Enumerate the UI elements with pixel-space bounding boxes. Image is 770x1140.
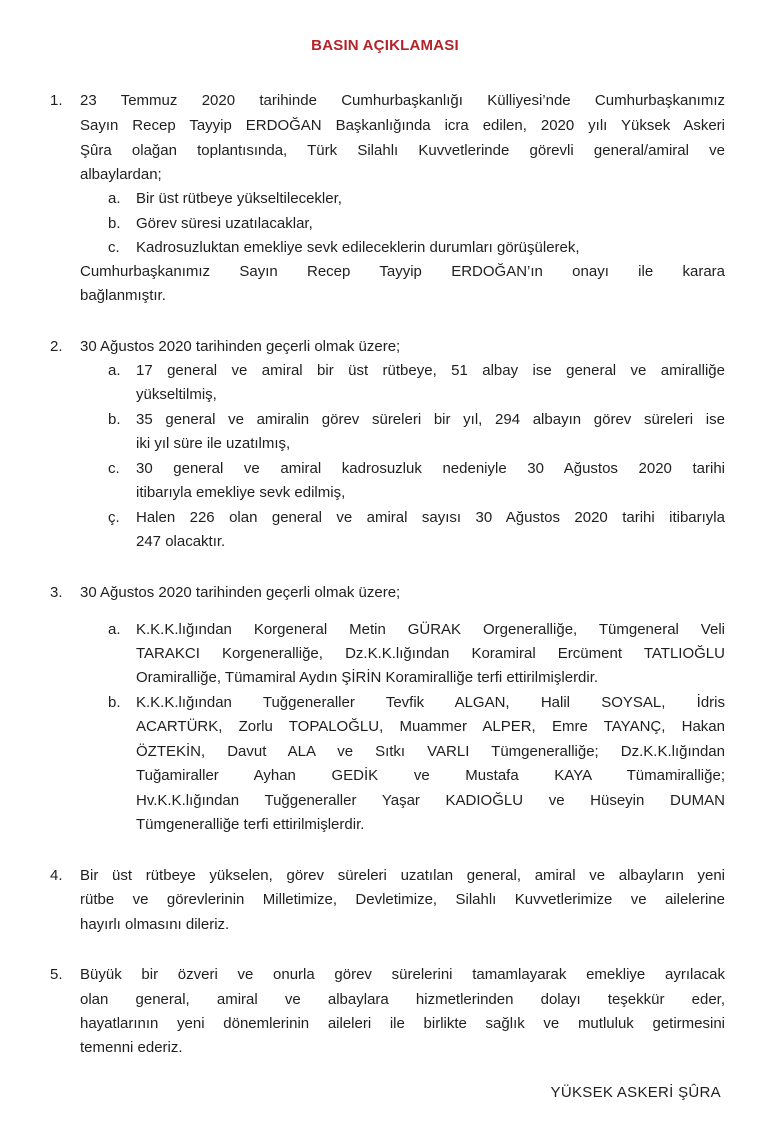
item-marker: b. [108,411,121,428]
item-marker: b. [108,694,121,711]
list-item: Bir üst rütbeye yükseltilecekler, [136,190,342,207]
list-item: Halen 226 olan general ve amiral sayısı 30 Ağustos 2020 tarihi itibarıyla [136,509,725,526]
list-item: Tümgeneralliğe terfi ettirilmişlerdir. [136,816,365,833]
paragraph-line: Büyük bir özveri ve onurla görev sürelerini tamamlayarak emekliye ayrılacak [80,966,725,983]
item-marker: a. [108,362,121,379]
section-number: 5. [50,966,63,983]
paragraph-line: 30 Ağustos 2020 tarihinden geçerli olmak üzere; [80,584,401,601]
item-marker: a. [108,621,121,638]
item-marker: b. [108,215,121,232]
paragraph-line: 23 Temmuz 2020 tarihinde Cumhurbaşkanlığı Külliyesi’nde Cumhurbaşkanımız [80,92,725,109]
item-marker: c. [108,460,120,477]
paragraph-line: 30 Ağustos 2020 tarihinden geçerli olmak üzere; [80,338,401,355]
paragraph-line: hayırlı olmasını dileriz. [80,916,230,933]
list-item: K.K.K.lığından Tuğgeneraller Tevfik ALGAN, Halil SOYSAL, İdris [136,694,725,711]
list-item: yükseltilmiş, [136,386,217,403]
paragraph-line: albaylardan; [80,166,162,183]
paragraph-line: olan general, amiral ve albaylara hizmetlerinden dolayı teşekkür eder, [80,991,725,1008]
list-item: Kadrosuzluktan emekliye sevk edileceklerin durumları görüşülerek, [136,239,580,256]
paragraph-line: Sayın Recep Tayyip ERDOĞAN Başkanlığında icra edilen, 2020 yılı Yüksek Askeri [80,117,725,134]
list-item: ACARTÜRK, Zorlu TOPALOĞLU, Muammer ALPER, Emre TAYANÇ, Hakan [136,718,725,735]
list-item: ÖZTEKİN, Davut ALA ve Sıtkı VARLI Tümgeneralliğe; Dz.K.K.lığından [136,743,725,760]
list-item: 247 olacaktır. [136,533,226,550]
paragraph-line: bağlanmıştır. [80,287,166,304]
paragraph-line: Bir üst rütbeye yükselen, görev süreleri uzatılan general, amiral ve albayların yeni [80,867,725,884]
item-marker: c. [108,239,120,256]
section-number: 4. [50,867,63,884]
list-item: 30 general ve amiral kadrosuzluk nedeniyle 30 Ağustos 2020 tarihi [136,460,725,477]
list-item: Tuğamiraller Ayhan GEDİK ve Mustafa KAYA Tümamiralliğe; [136,767,725,784]
section-number: 1. [50,92,63,109]
list-item: TARAKCI Korgeneralliğe, Dz.K.K.lığından Koramiral Ercüment TATLIOĞLU [136,645,725,662]
list-item: Hv.K.K.lığından Tuğgeneraller Yaşar KADIOĞLU ve Hüseyin DUMAN [136,792,725,809]
item-marker: a. [108,190,121,207]
item-marker: ç. [108,509,120,526]
document-title: BASIN AÇIKLAMASI [311,37,459,54]
list-item: Oramiralliğe, Tümamiral Aydın ŞİRİN Koramiralliğe terfi ettirilmişlerdir. [136,669,599,686]
section-number: 2. [50,338,63,355]
section-number: 3. [50,584,63,601]
paragraph-line: temenni ederiz. [80,1039,183,1056]
paragraph-line: Şûra olağan toplantısında, Türk Silahlı Kuvvetlerinde görevli general/amiral ve [80,142,725,159]
list-item: 35 general ve amiralin görev süreleri bir yıl, 294 albayın görev süreleri ise [136,411,725,428]
list-item: itibarıyla emekliye sevk edilmiş, [136,484,346,501]
paragraph-line: hayatlarının yeni dönemlerinin aileleri ile birlikte sağlık ve mutluluk getirmesini [80,1015,725,1032]
list-item: iki yıl süre ile uzatılmış, [136,435,291,452]
paragraph-line: Cumhurbaşkanımız Sayın Recep Tayyip ERDOĞAN’ın onayı ile karara [80,263,725,280]
signature: YÜKSEK ASKERİ ŞÛRA [550,1084,721,1101]
list-item: 17 general ve amiral bir üst rütbeye, 51 albay ise general ve amiralliğe [136,362,725,379]
list-item: K.K.K.lığından Korgeneral Metin GÜRAK Orgeneralliğe, Tümgeneral Veli [136,621,725,638]
paragraph-line: rütbe ve görevlerinin Milletimize, Devletimize, Silahlı Kuvvetlerimize ve ailelerine [80,891,725,908]
list-item: Görev süresi uzatılacaklar, [136,215,313,232]
